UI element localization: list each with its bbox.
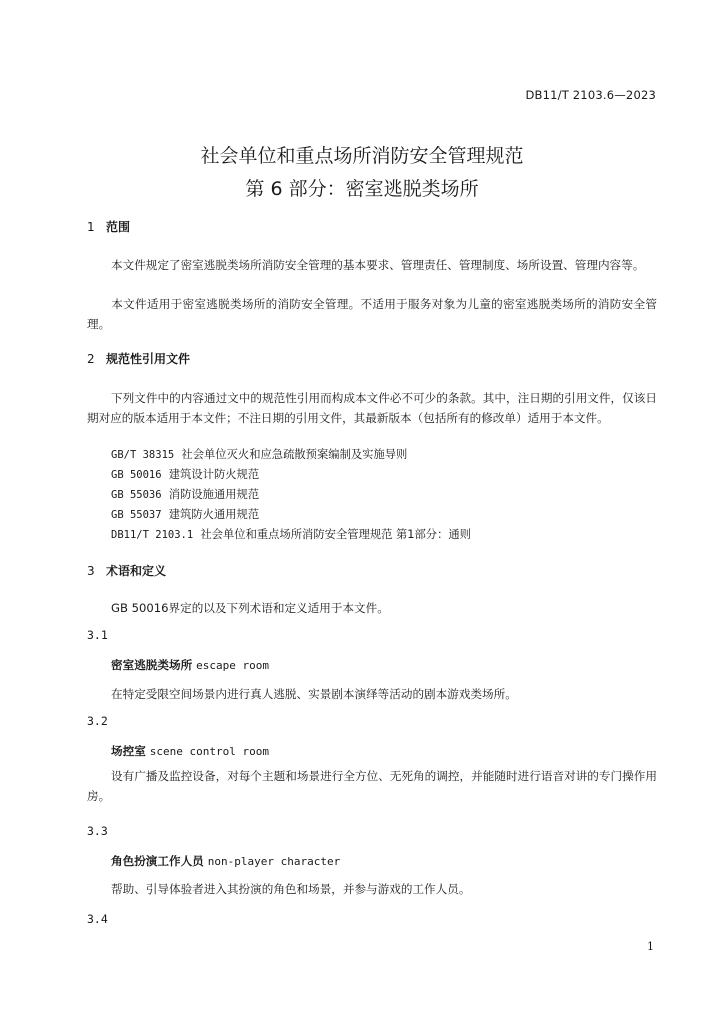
term-definition xyxy=(87,766,657,806)
section-heading-normative-refs xyxy=(87,350,190,367)
paragraph xyxy=(87,294,657,334)
term-en: escape room xyxy=(196,659,270,672)
term-heading xyxy=(111,743,269,759)
section-title: 术语和定义 xyxy=(106,564,167,578)
paragraph xyxy=(87,388,657,428)
term-definition-text: 设有广播及监控设备，对每个主题和场景进行全方位、无死角的调控，并能随时进行语音对讲的专门操作用房。 xyxy=(87,769,657,803)
reference-code: GB 55036 xyxy=(111,489,162,501)
term-number: 3.4 xyxy=(87,912,108,926)
reference-name: 建筑防火通用规范 xyxy=(168,508,260,521)
section-number: 2 xyxy=(87,352,95,366)
paragraph: GB 50016界定的以及下列术语和定义适用于本文件。 xyxy=(111,601,389,615)
reference-code: GB 55037 xyxy=(111,509,162,521)
term-heading xyxy=(111,853,340,869)
term-definition: 帮助、引导体验者进入其扮演的角色和场景，并参与游戏的工作人员。 xyxy=(111,882,471,896)
reference-item xyxy=(111,446,407,462)
term-number: 3.1 xyxy=(87,628,108,642)
document-id: DB11/T 2103.6—2023 xyxy=(525,88,656,102)
section-title: 范围 xyxy=(106,220,131,234)
reference-name: 消防设施通用规范 xyxy=(168,488,260,501)
reference-item xyxy=(111,486,259,502)
document-subtitle: 第 6 部分：密室逃脱类场所 xyxy=(245,178,479,200)
paragraph-text: 本文件规定了密室逃脱类场所消防安全管理的基本要求、管理责任、管理制度、场所设置、管理内容等。 xyxy=(111,258,645,272)
term-zh: 角色扮演工作人员 xyxy=(111,854,204,868)
reference-name: 建筑设计防火规范 xyxy=(168,468,260,481)
reference-item xyxy=(111,506,259,522)
document-title: 社会单位和重点场所消防安全管理规范 xyxy=(200,145,524,167)
paragraph xyxy=(87,255,657,275)
reference-item xyxy=(111,526,471,542)
reference-name: 社会单位和重点场所消防安全管理规范 第1部分：通则 xyxy=(200,528,471,541)
paragraph-text: 本文件适用于密室逃脱类场所的消防安全管理。不适用于服务对象为儿童的密室逃脱类场所的消防安全管理。 xyxy=(87,297,657,331)
page-number: 1 xyxy=(647,940,654,953)
term-definition: 在特定受限空间场景内进行真人逃脱、实景剧本演绎等活动的剧本游戏类场所。 xyxy=(111,687,517,701)
reference-item xyxy=(111,466,259,482)
reference-code: GB 50016 xyxy=(111,469,162,481)
reference-code: DB11/T 2103.1 xyxy=(111,529,194,541)
term-zh: 场控室 xyxy=(111,744,146,758)
section-heading-scope xyxy=(87,218,130,235)
term-heading xyxy=(111,657,269,673)
term-number: 3.2 xyxy=(87,714,108,728)
term-zh: 密室逃脱类场所 xyxy=(111,658,193,672)
term-number: 3.3 xyxy=(87,824,108,838)
section-number: 3 xyxy=(87,564,95,578)
term-en: non-player character xyxy=(207,855,341,868)
section-heading-terms xyxy=(87,562,166,579)
term-en: scene control room xyxy=(149,745,270,758)
section-number: 1 xyxy=(87,220,95,234)
paragraph-text: 下列文件中的内容通过文中的规范性引用而构成本文件必不可少的条款。其中，注日期的引用文件，仅该日期对应的版本适用于本文件；不注日期的引用文件，其最新版本（包括所有的修改单）适用于本文件。 xyxy=(87,391,657,425)
reference-name: 社会单位灭火和应急疏散预案编制及实施导则 xyxy=(181,448,408,461)
section-title: 规范性引用文件 xyxy=(106,352,191,366)
reference-code: GB/T 38315 xyxy=(111,449,175,461)
